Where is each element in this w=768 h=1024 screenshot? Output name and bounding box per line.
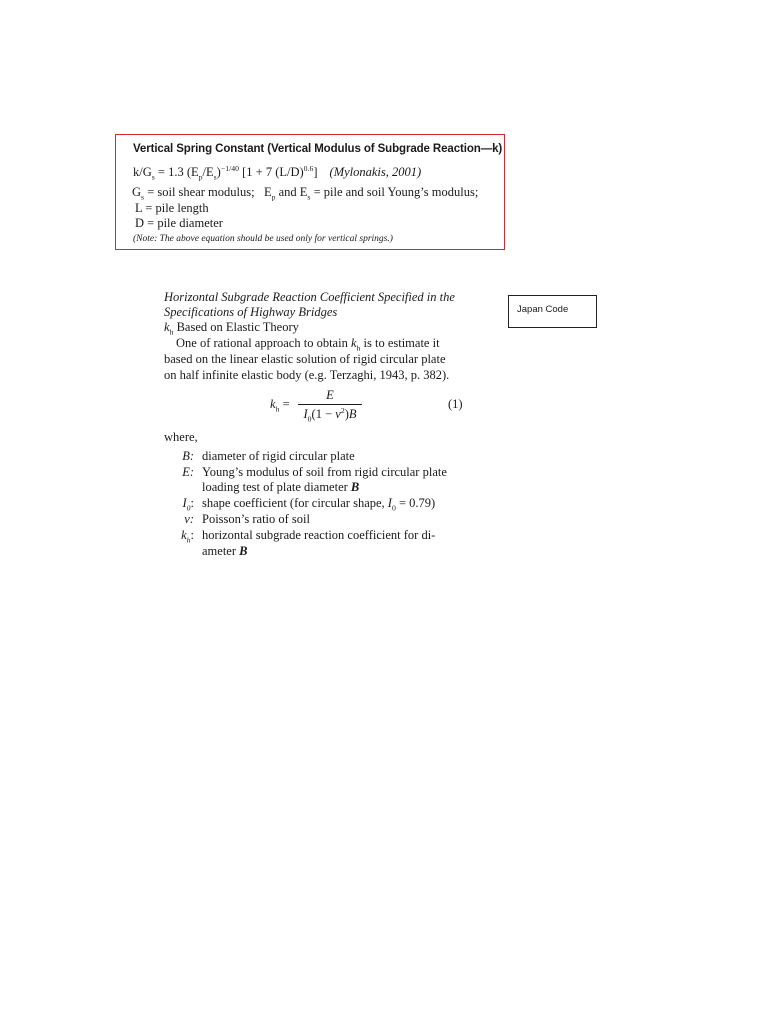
equation-numerator: E xyxy=(326,388,334,402)
definition-d: D = pile diameter xyxy=(135,216,223,230)
japan-code-label: Japan Code xyxy=(517,304,569,315)
vertical-spring-box xyxy=(115,134,505,250)
equation-number: (1) xyxy=(448,397,463,411)
equation-denominator: $I_0(1 - \nu^2)B$ xyxy=(303,405,357,424)
vertical-box-title: Vertical Spring Constant (Vertical Modulus of Subgrade Reaction—k) xyxy=(133,143,503,155)
paragraph-line2: based on the linear elastic solution of rigid circular plate xyxy=(164,352,446,366)
section-title-line2: Specifications of Highway Bridges xyxy=(164,305,338,319)
definition-gs-ep-es: $G_s$ = soil shear modulus; $E_p$ and $E_s$ = pile and soil Young’s modulus; xyxy=(132,185,479,202)
subheading-kh: $k_h$ Based on Elastic Theory xyxy=(164,320,299,337)
japan-code-label-box xyxy=(508,295,597,328)
vertical-equation: $k/G_s = 1.3$ $(E_p/E_s)^{-1/40}$ [1 + 7 $(L/D)^{0.6}$] (Mylonakis, 2001) xyxy=(133,163,422,182)
vertical-box-note: (Note: The above equation should be used only for vertical springs.) xyxy=(133,234,393,244)
horizontal-subgrade-section: Horizontal Subgrade Reaction Coefficient Specified in the Specifications of Highway Bridges $k_h$ Based on Elastic Theory One of rational approach to obtain $k_h$ is to estimate it based on the linear elastic solution of rigid circular plate on half infinite elastic body (e.g. Terzaghi, 1943, p. 382). $k_h$ = E $I_0(1 - \nu^2)B$ (1) where, B: diameter of rigid circular plate E: Young’s modulus of soil from rigid circular plate loading test of plate diameter B $I_0$: shape coefficient (for circular shape, $I_0 = 0.79$) ν: Poisson’s ratio of soil $k_h$: horizontal subgrade reaction coefficient for di- ameter B xyxy=(162,290,482,570)
paragraph-line1: One of rational approach to obtain $k_h$ is to estimate it xyxy=(176,336,440,353)
equation-1 xyxy=(270,388,470,424)
fraction-bar xyxy=(298,404,362,405)
equation-lhs: $k_h$ = xyxy=(270,397,290,414)
equation-fraction xyxy=(298,388,362,422)
where-label: where, xyxy=(164,430,198,444)
paragraph-line3: on half infinite elastic body (e.g. Terzaghi, 1943, p. 382). xyxy=(164,368,450,382)
equation-citation: (Mylonakis, 2001) xyxy=(329,165,422,179)
definition-l: L = pile length xyxy=(135,201,209,215)
section-title-line1: Horizontal Subgrade Reaction Coefficient Specified in the xyxy=(164,290,455,304)
